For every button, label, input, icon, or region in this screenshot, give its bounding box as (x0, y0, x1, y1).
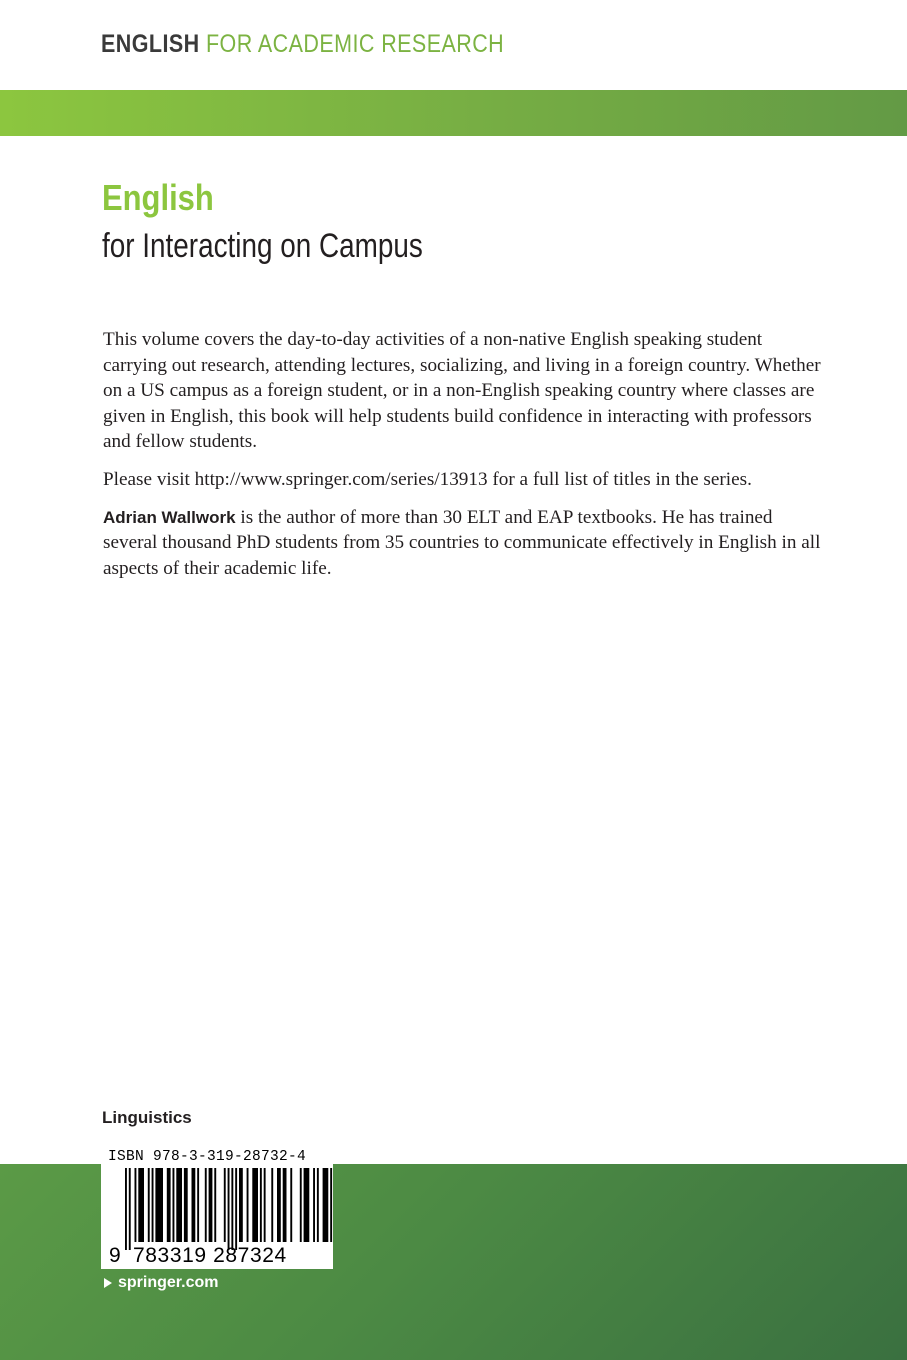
description-paragraph: This volume covers the day-to-day activities of a non-native English speaking student carrying out research, attending lectures, socializing, and living in a foreign country. Whether on a US campus as a foreign student, or in a non-English speaking country where classes are given in English, this book will help students build confidence in interacting with professors and fellow students. (103, 329, 821, 453)
subject-category: Linguistics (102, 1108, 192, 1127)
barcode-bar (152, 1168, 154, 1242)
barcode-bar (300, 1168, 302, 1242)
barcode-bar (155, 1168, 163, 1242)
barcode-bar (330, 1168, 332, 1242)
barcode-bar (173, 1168, 175, 1242)
barcode-bar (277, 1168, 281, 1242)
barcode-bar (323, 1168, 329, 1242)
series-link-paragraph: Please visit http://www.springer.com/series/13913 for a full list of titles in the series. (103, 468, 752, 490)
barcode-bar (192, 1168, 196, 1242)
publisher-label: springer.com (118, 1274, 219, 1291)
barcode-bar (304, 1168, 310, 1242)
series-name-strong: ENGLISH (101, 30, 200, 58)
top-green-band (0, 90, 907, 136)
back-cover-text (103, 327, 825, 593)
barcode-bar (135, 1168, 137, 1242)
book-subtitle: for Interacting on Campus (102, 227, 423, 265)
barcode-bar (197, 1168, 199, 1242)
barcode-bar (148, 1168, 150, 1242)
publisher-link[interactable] (104, 1274, 218, 1292)
barcode-bar (214, 1168, 216, 1242)
barcode-bar (317, 1168, 319, 1242)
barcode-bar (205, 1168, 207, 1242)
barcode-bar (231, 1168, 233, 1250)
barcode-bar (209, 1168, 213, 1242)
barcode-bar (125, 1168, 127, 1250)
barcode-bar (239, 1168, 243, 1242)
author-bio: is the author of more than 30 ELT and EAP textbooks. He has trained several thousand PhD students from 35 countries to communicate effectively in English in all aspects of their academic life. (103, 506, 821, 579)
series-name-light: FOR ACADEMIC RESEARCH (205, 30, 505, 58)
barcode-bar (313, 1168, 315, 1242)
author-paragraph (103, 505, 825, 582)
barcode-box (101, 1148, 333, 1269)
barcode-bar (235, 1168, 237, 1250)
barcode-bar (184, 1168, 188, 1242)
barcode-bar (129, 1168, 131, 1250)
barcode-bar (283, 1168, 287, 1242)
book-title: English (102, 177, 214, 218)
barcode-bar (224, 1168, 226, 1242)
barcode-bar (264, 1168, 266, 1242)
barcode-bar (167, 1168, 171, 1242)
barcode-bar (228, 1168, 230, 1250)
author-name: Adrian Wallwork (103, 507, 236, 527)
arrow-icon (104, 1278, 112, 1288)
barcode-bar (271, 1168, 273, 1242)
barcode-bar (252, 1168, 258, 1242)
ean-first-digit: 9 (109, 1244, 121, 1267)
barcode-bar (260, 1168, 262, 1242)
barcode-bar (290, 1168, 292, 1242)
isbn-label: ISBN 978-3-319-28732-4 (108, 1149, 307, 1165)
series-header (101, 28, 504, 60)
barcode-bar (176, 1168, 182, 1242)
ean-remaining-digits: 783319 287324 (133, 1244, 287, 1267)
barcode-bar (247, 1168, 249, 1242)
barcode-bar (138, 1168, 144, 1242)
